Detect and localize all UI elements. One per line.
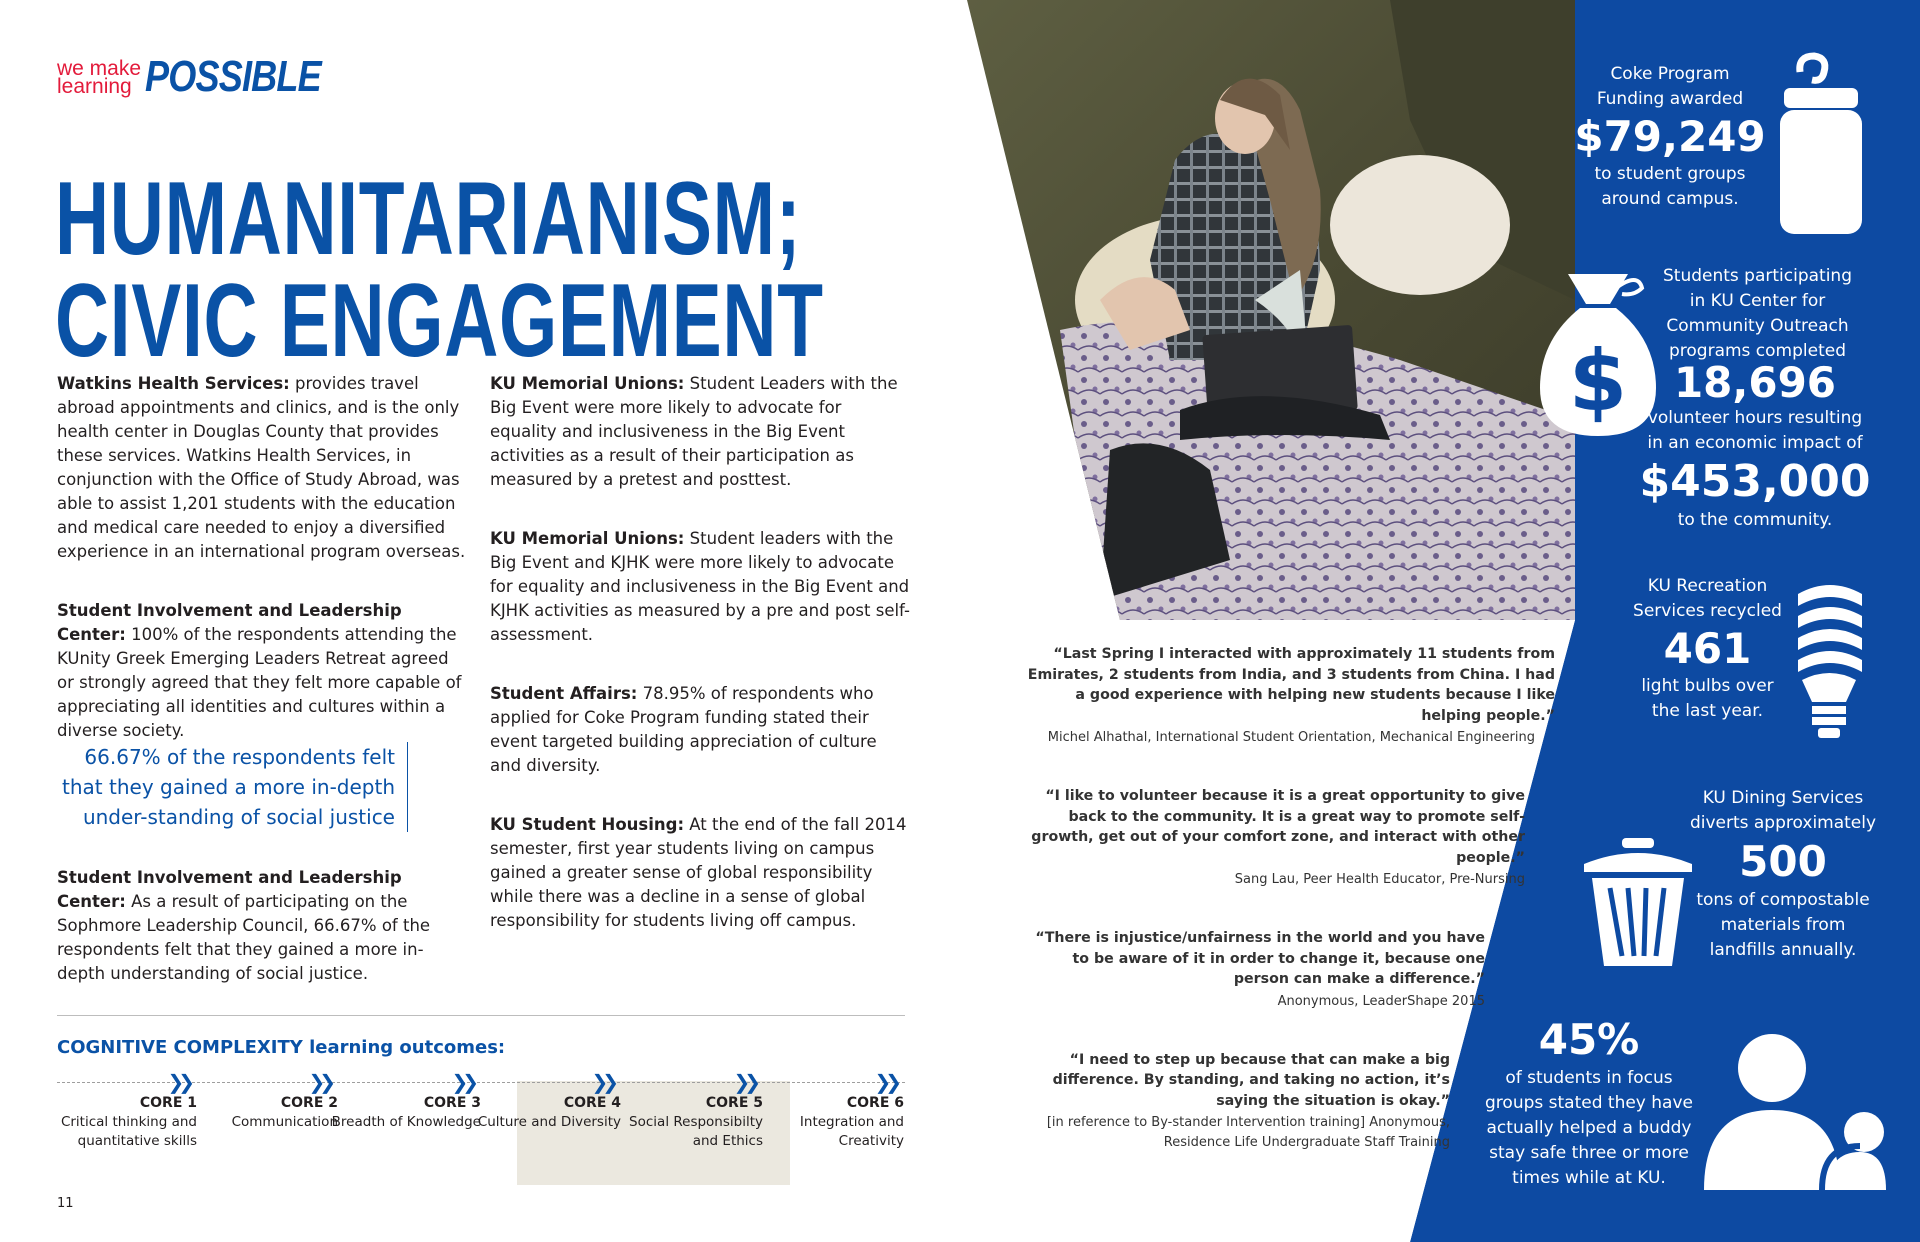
cognitive-heading-bold: COGNITIVE COMPLEXITY (57, 1037, 303, 1058)
paragraph-body: 78.95% of respondents who applied for Coke Program funding stated their event targeted building appreciation of culture and diversity. (490, 684, 877, 775)
brand-word: POSSIBLE (145, 52, 321, 101)
stat-label: tons of compostable (1696, 890, 1870, 910)
stat-label: KU Dining Services (1702, 788, 1864, 808)
quote-text: “Last Spring I interacted with approximately 11 students from Emirates, 2 students from India, and 3 students from China. I had a good experience with helping new students because I like helping people.” (1027, 646, 1555, 724)
stat-outreach-values (1610, 360, 1900, 533)
stat-label: of students in focus (1505, 1068, 1673, 1088)
quote-text: “I like to volunteer because it is a great opportunity to give back to the community. It is a great way to promote self-growth, get out of your comfort zone, and interact with other people.” (1031, 788, 1525, 866)
quote-1 (1015, 644, 1555, 748)
stat-label: to the community. (1677, 510, 1833, 530)
chevron-right-icon: ❯❯ (591, 1070, 613, 1094)
core-label: CORE 1 (139, 1095, 197, 1111)
stat-label: Services recycled (1633, 601, 1782, 621)
stat-label: materials from (1720, 915, 1846, 935)
stat-label: KU Recreation (1647, 576, 1768, 596)
stat-label: stay safe three or more (1489, 1143, 1689, 1163)
stat-label: actually helped a buddy (1486, 1118, 1692, 1138)
stat-label: in KU Center for (1689, 291, 1826, 311)
stat-recreation (1620, 574, 1795, 724)
stat-value-hours: 18,696 (1673, 358, 1837, 407)
quote-attribution: Anonymous, LeaderShape 2015 (1277, 993, 1485, 1009)
quote-attribution: [in reference to By-stander Intervention training] Anonymous, Residence Life Undergraduate Staff Training (1046, 1115, 1450, 1150)
stat-label: the last year. (1651, 701, 1764, 721)
stat-value: $79,249 (1574, 112, 1766, 161)
stat-label: Coke Program (1610, 64, 1730, 84)
quote-text: “There is injustice/unfairness in the world and you have to be aware of it in order to change it, because one person can make a difference.” (1035, 930, 1485, 987)
stat-outreach (1650, 264, 1865, 364)
paragraph-body: At the end of the fall 2014 semester, first year students living on campus gained a greater sense of global responsibility while there was a decline in a sense of global responsibility for students living off campus. (490, 815, 907, 930)
stat-label: times while at KU. (1512, 1168, 1666, 1188)
stat-dining (1683, 786, 1883, 963)
paragraph-body: Student Leaders with the Big Event were more likely to advocate for equality and inclusiveness in the Big Event activities as a result of their participation as measured by a pretest and posttest. (490, 374, 898, 489)
core-description: Breadth of Knowledge (331, 1114, 481, 1130)
cognitive-heading-rest: learning outcomes: (302, 1037, 506, 1058)
chevron-right-icon: ❯❯ (167, 1070, 189, 1094)
core-description: Integration and Creativity (799, 1114, 904, 1149)
stat-label: in an economic impact of (1647, 433, 1863, 453)
stat-label: programs completed (1668, 341, 1847, 361)
student-quotes (1015, 644, 1555, 1191)
stat-label: landfills annually. (1709, 940, 1857, 960)
stat-label: Students participating (1662, 266, 1852, 286)
stat-label: light bulbs over (1641, 676, 1774, 696)
core-description: Social Responsibilty and Ethics (629, 1114, 763, 1149)
quote-text: “I need to step up because that can make a big difference. By standing, and taking no action, it’s saying the situation is okay.” (1052, 1051, 1450, 1109)
quote-2 (1015, 786, 1525, 890)
stat-value: 500 (1739, 837, 1827, 886)
title-line-1: HUMANITARIANISM; (55, 161, 802, 277)
title-line-2: CIVIC ENGAGEMENT (55, 263, 824, 379)
core-label: CORE 3 (423, 1095, 481, 1111)
stat-value: 461 (1663, 624, 1752, 673)
stat-label: Community Outreach (1666, 316, 1849, 336)
core-label: CORE 6 (846, 1095, 904, 1111)
quote-attribution: Sang Lau, Peer Health Educator, Pre-Nursing (1234, 872, 1525, 887)
stat-label: diverts approximately (1689, 813, 1877, 833)
quote-4 (1015, 1050, 1450, 1154)
paragraph-heading: KU Memorial Unions: (490, 529, 685, 548)
can-icon (1780, 52, 1862, 234)
brand-line-1: we make (57, 57, 142, 80)
paragraph-heading: Student Involvement and Leadership Center: (57, 868, 402, 911)
stat-label: to student groups (1594, 164, 1746, 184)
core-description: Communication (231, 1114, 338, 1130)
paragraph-heading: KU Student Housing: (490, 815, 685, 834)
paragraph-body: provides travel abroad appointments and clinics, and is the only health center in Douglas County that provides these services. Watkins Health Services, in conjunction with the Office of Study Abroad, was able to assist 1,201 students with the education and medical care needed to enjoy a diversified experience in an international program overseas. (57, 374, 466, 561)
page-number: 11 (57, 1196, 74, 1211)
buddy-people-icon (1700, 1034, 1886, 1190)
trash-can-icon (1582, 838, 1694, 968)
stat-coke-funding (1560, 62, 1780, 212)
quote-attribution: Michel Alhathal, International Student Orientation, Mechanical Engineering (1047, 730, 1535, 745)
stat-value-impact: $453,000 (1639, 456, 1871, 507)
stat-buddy (1483, 1014, 1695, 1191)
chevron-right-icon: ❯❯ (451, 1070, 473, 1094)
chevron-right-icon: ❯❯ (308, 1070, 330, 1094)
stat-label: around campus. (1601, 189, 1739, 209)
quote-3 (1015, 928, 1485, 1012)
core-description: Critical thinking and quantitative skills (60, 1114, 197, 1149)
stat-label: groups stated they have (1485, 1093, 1693, 1113)
core-label: CORE 2 (280, 1095, 338, 1111)
chevron-right-icon: ❯❯ (874, 1070, 896, 1094)
core-description: Culture and Diversity (477, 1114, 621, 1130)
paragraph-body: As a result of participating on the Sophmore Leadership Council, 66.67% of the respondents felt that they gained a more in-depth understanding of social justice. (57, 892, 431, 983)
paragraph-heading: Watkins Health Services: (57, 374, 290, 393)
brand-line-2: learning (57, 75, 132, 98)
paragraph-body: 100% of the respondents attending the KUnity Greek Emerging Leaders Retreat agreed or strongly agreed that they felt more capable of appreciating all identities and cultures within a diverse society. (57, 625, 462, 740)
paragraph-heading: KU Memorial Unions: (490, 374, 685, 393)
stat-label: Funding awarded (1596, 89, 1744, 109)
pull-quote: 66.67% of the respondents felt that they gained a more in-depth under-standing of social justice (60, 742, 408, 832)
paragraph-heading: Student Involvement and Leadership Center: (57, 601, 402, 644)
core-label: CORE 4 (563, 1095, 621, 1111)
light-bulb-icon (1790, 576, 1868, 742)
dollar-sign: $ (1568, 332, 1628, 430)
paragraph-heading: Student Affairs: (490, 684, 638, 703)
stat-label: volunteer hours resulting (1647, 408, 1863, 428)
core-label: CORE 5 (705, 1095, 763, 1111)
stat-value: 45% (1538, 1015, 1640, 1064)
paragraph-body: Student leaders with the Big Event and KJHK were more likely to advocate for equality and inclusiveness in the Big Event and KJHK activities as measured by a pre and post self-assessment. (490, 529, 910, 644)
chevron-right-icon: ❯❯ (733, 1070, 755, 1094)
